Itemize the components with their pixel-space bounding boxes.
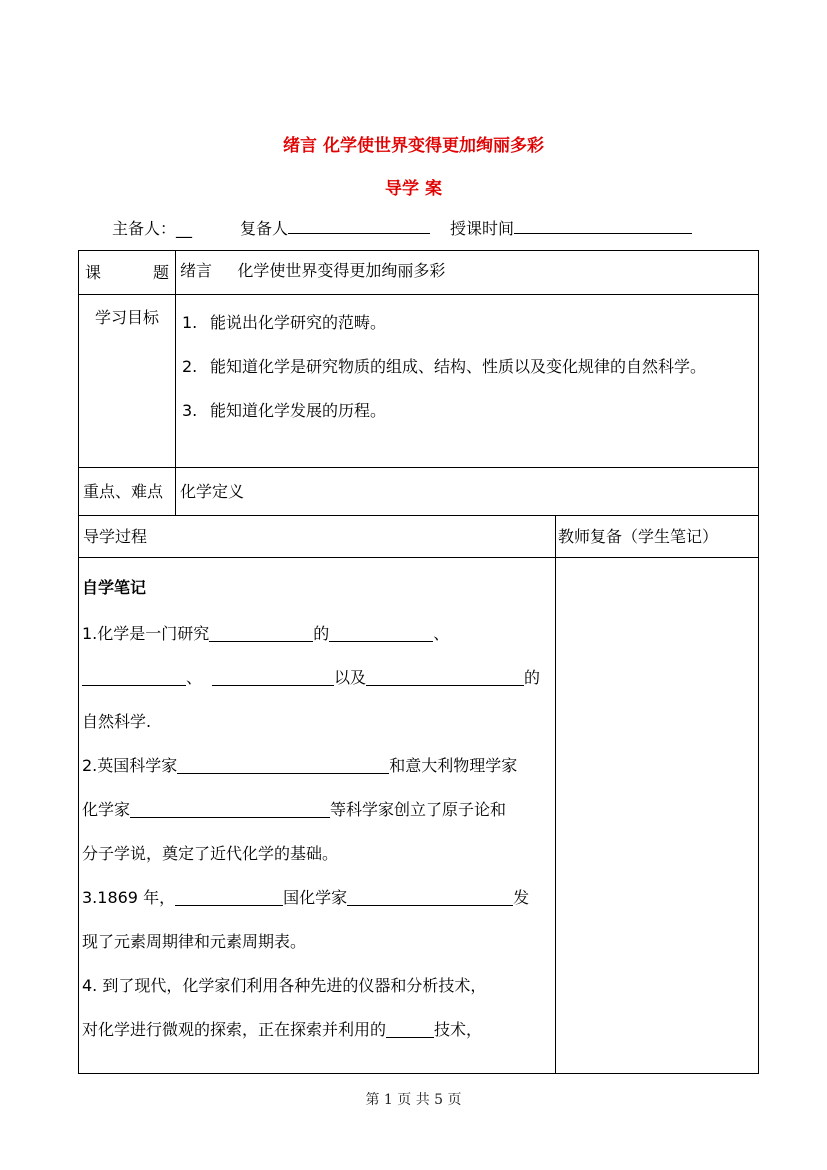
q1-text-f: 的 — [524, 668, 541, 687]
q4-text-a: 到了现代，化学家们利用各种先进的仪器和分析技术， — [102, 976, 487, 995]
topic-value-cell — [176, 251, 759, 295]
q3-text-d: 现了元素周期律和元素周期表。 — [82, 932, 307, 951]
co-preparer-label: 复备人 — [240, 219, 289, 238]
goal-item — [182, 345, 755, 389]
notes-row — [79, 558, 759, 1074]
q1-blank-3 — [82, 667, 186, 686]
q3-num: 3. — [82, 888, 98, 907]
q4-text-b: 对化学进行微观的探索，正在探索并利用的 — [82, 1020, 387, 1039]
q4-num: 4. — [82, 976, 98, 995]
preparer-value: __ — [176, 219, 193, 238]
key-points-row — [79, 468, 759, 516]
q1-text-c: 、 — [433, 624, 450, 643]
q1-blank-5 — [366, 667, 524, 686]
q1-text-g: 自然科学. — [82, 712, 152, 731]
q2-blank-2 — [130, 799, 330, 818]
question-1-line-3 — [82, 700, 553, 744]
q1-blank-4 — [212, 667, 334, 686]
topic-value: 绪言 化学使世界变得更加绚丽多彩 — [180, 261, 446, 280]
process-label-cell — [79, 516, 556, 558]
goals-label: 学习目标 — [94, 308, 159, 327]
teacher-label-cell — [556, 516, 759, 558]
q1-blank-2 — [329, 623, 433, 642]
q2-blank-1 — [177, 755, 389, 774]
goals-cell — [176, 295, 759, 468]
lecture-time-blank — [514, 217, 692, 234]
key-points-cell — [176, 468, 759, 516]
q1-text-b: 的 — [313, 624, 330, 643]
topic-label-cell — [79, 251, 176, 295]
key-points-label-cell — [79, 468, 176, 516]
co-preparer-blank — [288, 217, 430, 234]
teacher-label: 教师复备（学生笔记） — [558, 527, 719, 546]
goal-num: 3. — [182, 401, 198, 420]
topic-label-2: 题 — [152, 263, 169, 282]
goal-num: 2. — [182, 357, 198, 376]
question-2-line-2 — [82, 788, 553, 832]
q4-text-c: 技术， — [434, 1020, 483, 1039]
document-subtitle: 导学 案 — [385, 179, 442, 199]
notes-heading: 自学笔记 — [82, 578, 147, 597]
key-points-label: 重点、难点 — [83, 482, 164, 501]
q2-text-e: 分子学说，奠定了近代化学的基础。 — [82, 844, 339, 863]
document-title: 绪言 化学使世界变得更加绚丽多彩 — [283, 136, 544, 156]
q2-num: 2. — [82, 756, 98, 775]
question-3 — [82, 876, 553, 920]
q2-text-c: 化学家 — [82, 800, 131, 819]
q4-blank-1 — [386, 1019, 434, 1038]
goal-text: 能说出化学研究的范畴。 — [210, 313, 387, 332]
q2-text-d: 等科学家创立了原子论和 — [330, 800, 507, 819]
goal-item — [182, 301, 755, 345]
question-1-line-2 — [82, 656, 553, 700]
teacher-notes-cell — [556, 558, 759, 1074]
question-2-line-3 — [82, 832, 553, 876]
q1-num: 1. — [82, 624, 98, 643]
q3-text-c: 发 — [513, 888, 530, 907]
process-header-row — [79, 516, 759, 558]
q3-text-b: 国化学家 — [283, 888, 348, 907]
q2-text-a: 英国科学家 — [97, 756, 178, 775]
process-label: 导学过程 — [83, 527, 148, 546]
goal-num: 1. — [182, 313, 198, 332]
question-3-line-2 — [82, 920, 553, 964]
q1-text-d: 、 — [186, 668, 203, 687]
q3-blank-2 — [347, 887, 513, 906]
goal-item — [182, 389, 755, 433]
q2-text-b: 和意大利物理学家 — [389, 756, 518, 775]
question-1 — [82, 612, 553, 656]
goals-label-cell — [79, 295, 176, 468]
q1-text-a: 化学是一门研究 — [97, 624, 210, 643]
question-4-line-2 — [82, 1008, 553, 1052]
q3-blank-1 — [175, 887, 283, 906]
topic-label-1: 课 — [85, 263, 102, 282]
goal-text: 能知道化学发展的历程。 — [210, 401, 387, 420]
preparer-label: 主备人： — [112, 219, 177, 238]
key-points-value: 化学定义 — [180, 482, 245, 501]
q3-text-a: 1869 年， — [97, 888, 176, 907]
question-4 — [82, 964, 553, 1008]
lesson-table — [78, 250, 759, 1074]
q1-text-e: 以及 — [334, 668, 367, 687]
topic-row — [79, 251, 759, 295]
preparer-line — [112, 216, 698, 239]
goal-text: 能知道化学是研究物质的组成、结构、性质以及变化规律的自然科学。 — [210, 357, 707, 376]
lecture-time-label: 授课时间 — [450, 219, 515, 238]
notes-cell — [79, 558, 556, 1074]
goals-row — [79, 295, 759, 468]
q1-blank-1 — [209, 623, 313, 642]
page-footer: 第 1 页 共 5 页 — [365, 1092, 462, 1108]
question-2 — [82, 744, 553, 788]
